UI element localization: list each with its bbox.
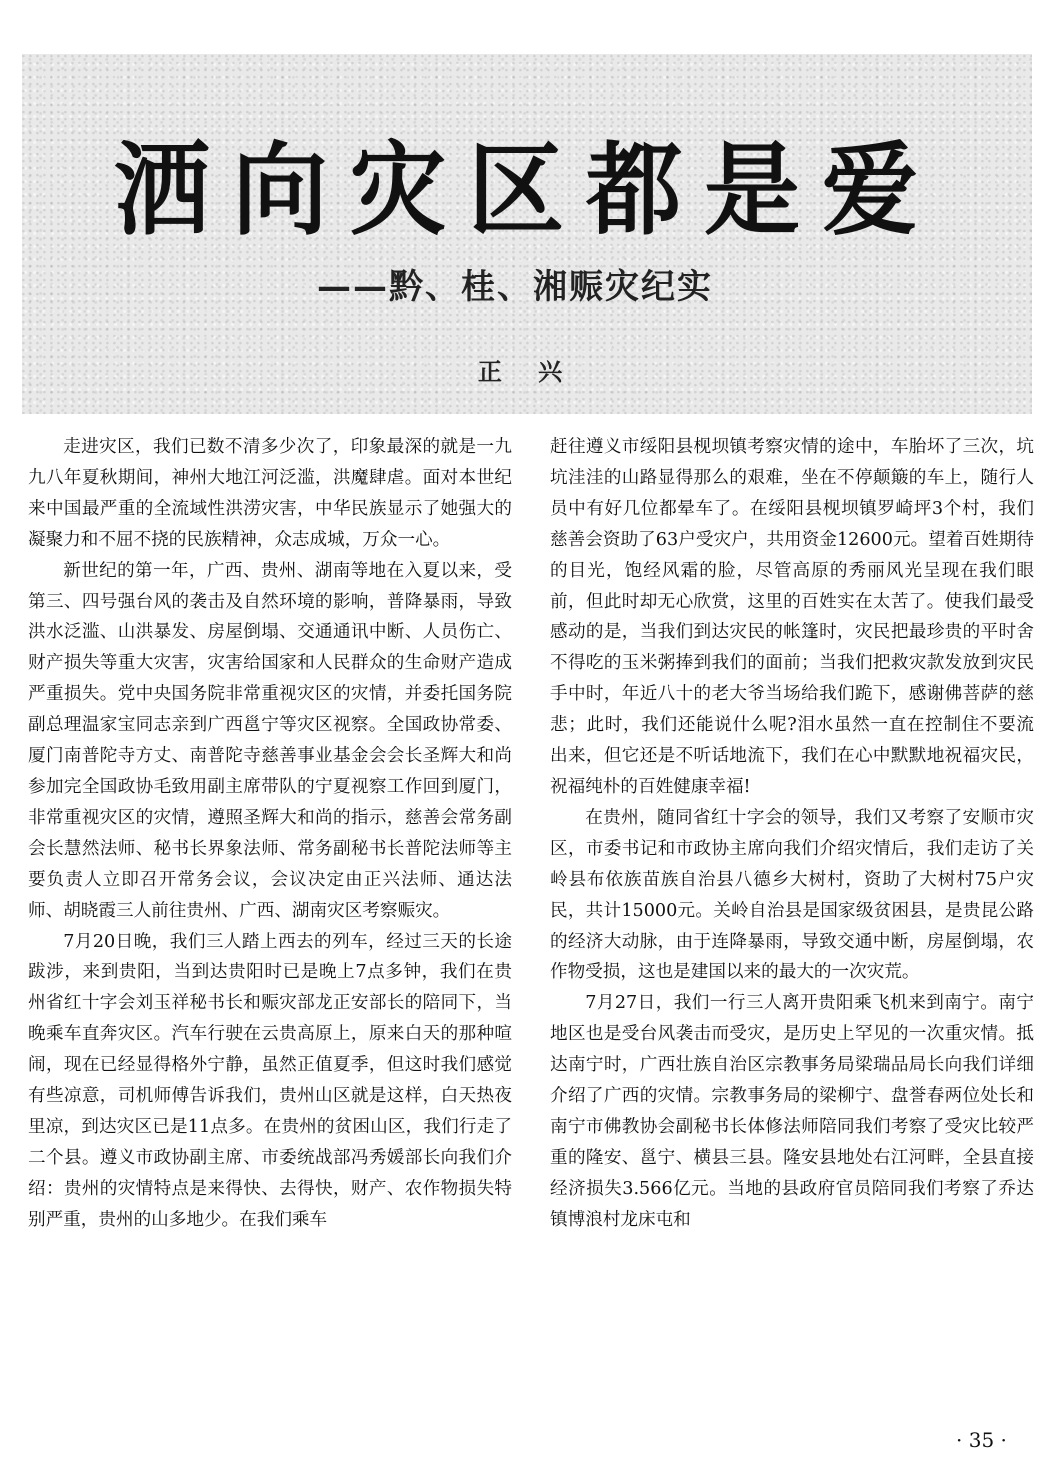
paragraph: 7月20日晚，我们三人踏上西去的列车，经过三天的长途跋涉，来到贵阳，当到达贵阳时已是晚上7点多钟，我们在贵州省红十字会刘玉祥秘书长和赈灾部龙正安部长的陪同下，当晚乘车直奔灾区。汽车行驶在云贵高原上，原来白天的那种喧闹，现在已经显得格外宁静，虽然正值夏季，但这时我们感觉有些凉意，司机师傅告诉我们，贵州山区就是这样，白天热夜里凉，到达灾区已是11点多。在贵州的贫困山区，我们行走了二个县。遵义市政协副主席、市委统战部冯秀媛部长向我们介绍：贵州的灾情特点是来得快、去得快，财产、农作物损失特别严重，贵州的山多地少。在我们乘车 — [28, 931, 512, 1230]
title-banner — [22, 54, 1032, 414]
left-column — [28, 432, 512, 1236]
page-number: · 35 · — [956, 1428, 1007, 1452]
right-column — [550, 432, 1034, 1236]
paragraph: 在贵州，随同省红十字会的领导，我们又考察了安顺市灾区，市委书记和市政协主席向我们介绍灾情后，我们走访了关岭县布依族苗族自治县八德乡大树村，资助了大树村75户灾民，共计15000元。关岭自治县是国家级贫困县，是贵昆公路的经济大动脉，由于连降暴雨，导致交通中断，房屋倒塌，农作物受损，这也是建国以来的最大的一次灾荒。 — [550, 807, 1034, 983]
paragraph: 新世纪的第一年，广西、贵州、湖南等地在入夏以来，受第三、四号强台风的袭击及自然环境的影响，普降暴雨，导致洪水泛滥、山洪暴发、房屋倒塌、交通通讯中断、人员伤亡、财产损失等重大灾害，灾害给国家和人民群众的生命财产造成严重损失。党中央国务院非常重视灾区的灾情，并委托国务院副总理温家宝同志亲到广西邕宁等灾区视察。全国政协常委、厦门南普陀寺方丈、南普陀寺慈善事业基金会会长圣辉大和尚参加完全国政协毛致用副主席带队的宁夏视察工作回到厦门，非常重视灾区的灾情，遵照圣辉大和尚的指示，慈善会常务副会长慧然法师、秘书长界象法师、常务副秘书长普陀法师等主要负责人立即召开常务会议，会议决定由正兴法师、通达法师、胡晓霞三人前往贵州、广西、湖南灾区考察赈灾。 — [28, 560, 512, 921]
article-author: 正 兴 — [477, 358, 577, 386]
paragraph: 走进灾区，我们已数不清多少次了，印象最深的就是一九九八年夏秋期间，神州大地江河泛滥，洪魔肆虐。面对本世纪来中国最严重的全流域性洪涝灾害，中华民族显示了她强大的凝聚力和不屈不挠的民族精神，众志成城，万众一心。 — [28, 437, 512, 550]
paragraph: 7月27日，我们一行三人离开贵阳乘飞机来到南宁。南宁地区也是受台风袭击而受灾，是历史上罕见的一次重灾情。抵达南宁时，广西壮族自治区宗教事务局梁瑞品局长向我们详细介绍了广西的灾情。宗教事务局的梁柳宁、盘誉春两位处长和南宁市佛教协会副秘书长体修法师陪同我们考察了受灾比较严重的隆安、邕宁、横县三县。隆安县地处右江河畔，全县直接经济损失3.566亿元。当地的县政府官员陪同我们考察了乔达镇博浪村龙床屯和 — [550, 993, 1034, 1230]
paragraph-continued: 赶往遵义市绥阳县枧坝镇考察灾情的途中，车胎坏了三次，坑坑洼洼的山路显得那么的艰难，坐在不停颠簸的车上，随行人员中有好几位都晕车了。在绥阳县枧坝镇罗崎坪3个村，我们慈善会资助了63户受灾户，共用资金12600元。望着百姓期待的目光，饱经风霜的脸，尽管高原的秀丽风光呈现在我们眼前，但此时却无心欣赏，这里的百姓实在太苦了。使我们最受感动的是，当我们到达灾民的帐篷时，灾民把最珍贵的平时舍不得吃的玉米粥捧到我们的面前；当我们把救灾款发放到灾民手中时，年近八十的老大爷当场给我们跪下，感谢佛菩萨的慈悲；此时，我们还能说什么呢?泪水虽然一直在控制住不要流出来，但它还是不听话地流下，我们在心中默默地祝福灾民，祝福纯朴的百姓健康幸福! — [550, 437, 1034, 797]
article-title: 洒向灾区都是爱 — [114, 131, 940, 250]
article-subtitle: ——黔、桂、湘赈灾纪实 — [317, 267, 713, 307]
